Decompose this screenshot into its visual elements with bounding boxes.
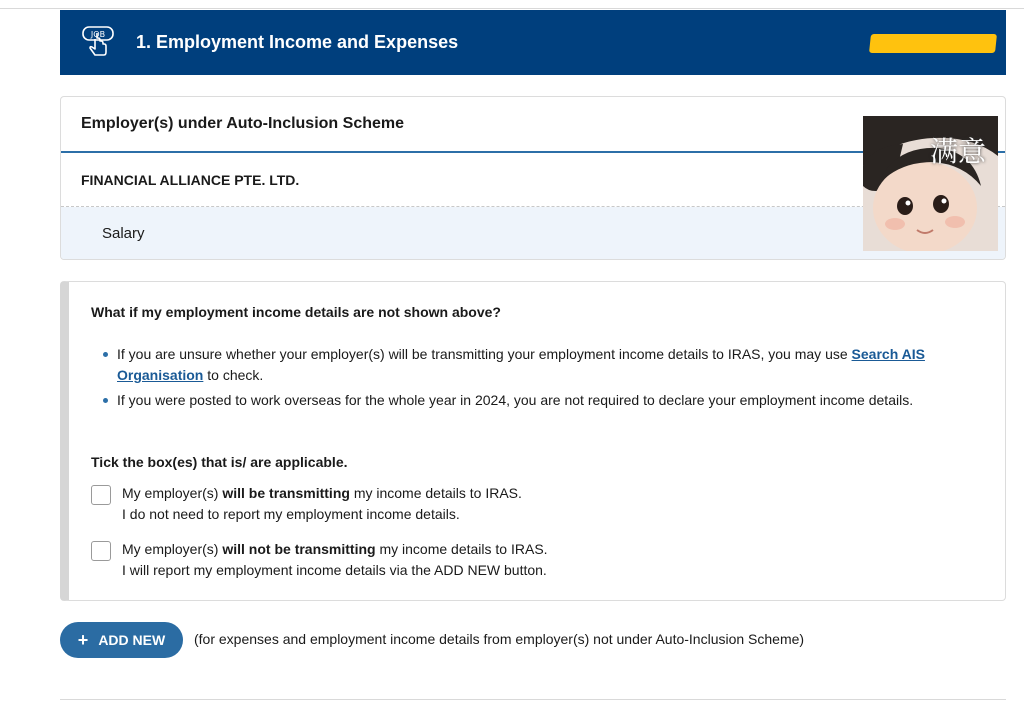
job-hand-icon	[78, 23, 118, 63]
info-list	[91, 344, 961, 415]
option2-text	[122, 539, 548, 581]
info-bullet-2	[91, 390, 961, 411]
bullet-dot-icon	[103, 398, 108, 403]
option1-post: my income details to IRAS.	[349, 485, 522, 501]
section-header	[60, 10, 1006, 75]
info-bullet-1	[91, 344, 961, 386]
bottom-divider	[60, 699, 1006, 700]
top-divider	[0, 8, 1024, 9]
search-ais-organisation-link[interactable]: Search AIS Organisation	[117, 346, 925, 383]
baby-sticker-image	[863, 116, 998, 251]
section-title: 1. Employment Income and Expenses	[136, 32, 459, 52]
add-new-label: ADD NEW	[98, 632, 166, 648]
svg-text:JOB: JOB	[90, 29, 106, 39]
tick-instruction: Tick the box(es) that is/ are applicable.	[91, 454, 348, 470]
info-card	[60, 281, 1006, 601]
plus-icon: +	[77, 630, 89, 650]
bullet1-text-after: to check.	[203, 367, 264, 383]
option2-line2: I will report my employment income details via the ADD NEW button.	[122, 562, 547, 578]
employers-card-title: Employer(s) under Auto-Inclusion Scheme	[61, 97, 1005, 153]
option2-pre: My employer(s)	[122, 541, 223, 557]
bullet2-text: If you were posted to work overseas for the whole year in 2024, you are not required to declare your employment income details.	[117, 392, 914, 408]
option1-line2: I do not need to report my employment income details.	[122, 506, 460, 522]
employer-name: FINANCIAL ALLIANCE PTE. LTD.	[61, 153, 1005, 207]
income-type-label: Salary	[102, 224, 145, 242]
option1-bold: will be transmitting	[222, 485, 350, 501]
will-transmit-checkbox[interactable]	[91, 485, 111, 505]
sticker-caption: 满意	[929, 135, 986, 168]
option1-pre: My employer(s)	[122, 485, 223, 501]
bullet-dot-icon	[103, 352, 108, 357]
add-new-note: (for expenses and employment income details from employer(s) not under Auto-Inclusion Scheme)	[194, 631, 805, 647]
option2-bold: will not be transmitting	[222, 541, 376, 557]
info-question: What if my employment income details are not shown above?	[91, 304, 501, 320]
add-new-button[interactable]	[60, 622, 183, 658]
redaction-mark	[869, 34, 997, 53]
option2-post: my income details to IRAS.	[375, 541, 548, 557]
bullet1-text-before: If you are unsure whether your employer(s) will be transmitting your employment income details to IRAS, you may use	[117, 346, 852, 362]
will-not-transmit-checkbox[interactable]	[91, 541, 111, 561]
option1-text	[122, 483, 522, 525]
